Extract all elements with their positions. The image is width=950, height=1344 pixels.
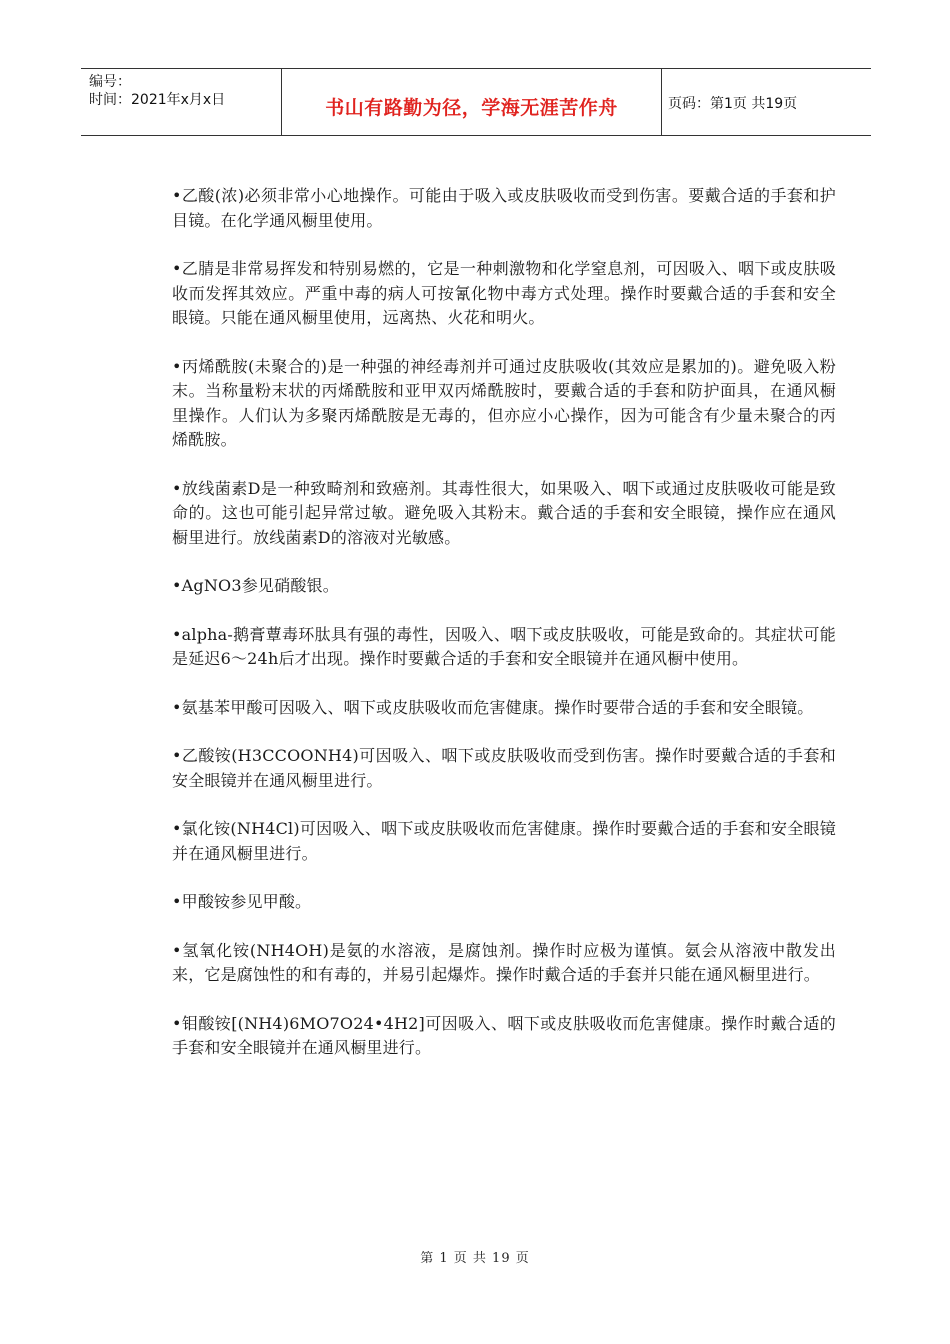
footer-page-number: 第 1 页 共 19 页 xyxy=(420,1251,530,1266)
paragraph-ammonium-chloride: •氯化铵(NH4Cl)可因吸入、咽下或皮肤吸收而危害健康。操作时要戴合适的手套和安全眼镜并在通风橱里进行。 xyxy=(172,819,836,863)
paragraph-ammonium-acetate: •乙酸铵(H3CCOONH4)可因吸入、咽下或皮肤吸收而受到伤害。操作时要戴合适的手套和安全眼镜并在通风橱里进行。 xyxy=(172,746,836,790)
motto-text: 书山有路勤为径，学海无涯苦作舟 xyxy=(325,96,618,119)
page-header xyxy=(81,68,871,136)
paragraph-ammonium-molybdate: •钼酸铵[(NH4)6MO7O24•4H2]可因吸入、咽下或皮肤吸收而危害健康。操作时戴合适的手套和安全眼镜并在通风橱里进行。 xyxy=(172,1013,836,1057)
paragraph-ammonium-formate: •甲酸铵参见甲酸。 xyxy=(172,892,312,911)
paragraph-acrylamide: •丙烯酰胺(未聚合的)是一种强的神经毒剂并可通过皮肤吸收(其效应是累加的)。避免吸入粉末。当称量粉末状的丙烯酰胺和亚甲双丙烯酰胺时，要戴合适的手套和防护面具，在通风橱里操作。人们认为多聚丙烯酰胺是无毒的，但亦应小心操作，因为可能含有少量未聚合的丙烯酰胺。 xyxy=(172,356,836,449)
header-meta xyxy=(81,69,282,135)
page-footer xyxy=(0,1247,950,1266)
header-page-label: 页码：第1页 共19页 xyxy=(668,96,798,112)
document-number-label: 编号： xyxy=(89,74,131,90)
document-body xyxy=(172,184,836,1085)
header-motto xyxy=(282,69,662,135)
document-date-label: 时间：2021年x月x日 xyxy=(89,92,226,108)
header-page-info xyxy=(662,69,871,135)
paragraph-alpha-amanitin: •alpha-鹅膏蕈毒环肽具有强的毒性，因吸入、咽下或皮肤吸收，可能是致命的。其症状可能是延迟6～24h后才出现。操作时要戴合适的手套和安全眼镜并在通风橱中使用。 xyxy=(172,624,836,668)
paragraph-ammonium-hydroxide: •氢氧化铵(NH4OH)是氨的水溶液，是腐蚀剂。操作时应极为谨慎。氨会从溶液中散发出来，它是腐蚀性的和有毒的，并易引起爆炸。操作时戴合适的手套并只能在通风橱里进行。 xyxy=(172,940,836,984)
paragraph-actinomycin-d: •放线菌素D是一种致畸剂和致癌剂。其毒性很大，如果吸入、咽下或通过皮肤吸收可能是致命的。这也可能引起异常过敏。避免吸入其粉末。戴合适的手套和安全眼镜，操作应在通风橱里进行。放线菌素D的溶液对光敏感。 xyxy=(172,478,836,547)
paragraph-agno3: •AgNO3参见硝酸银。 xyxy=(172,576,339,595)
paragraph-aminobenzoic-acid: •氨基苯甲酸可因吸入、咽下或皮肤吸收而危害健康。操作时要带合适的手套和安全眼镜。 xyxy=(172,697,814,717)
paragraph-acetic-acid: •乙酸(浓)必须非常小心地操作。可能由于吸入或皮肤吸收而受到伤害。要戴合适的手套和护目镜。在化学通风橱里使用。 xyxy=(172,186,836,230)
paragraph-acetonitrile: •乙腈是非常易挥发和特别易燃的，它是一种刺激物和化学窒息剂，可因吸入、咽下或皮肤吸收而发挥其效应。严重中毒的病人可按氰化物中毒方式处理。操作时要戴合适的手套和安全眼镜。只能在通风橱里使用，远离热、火花和明火。 xyxy=(172,259,836,327)
